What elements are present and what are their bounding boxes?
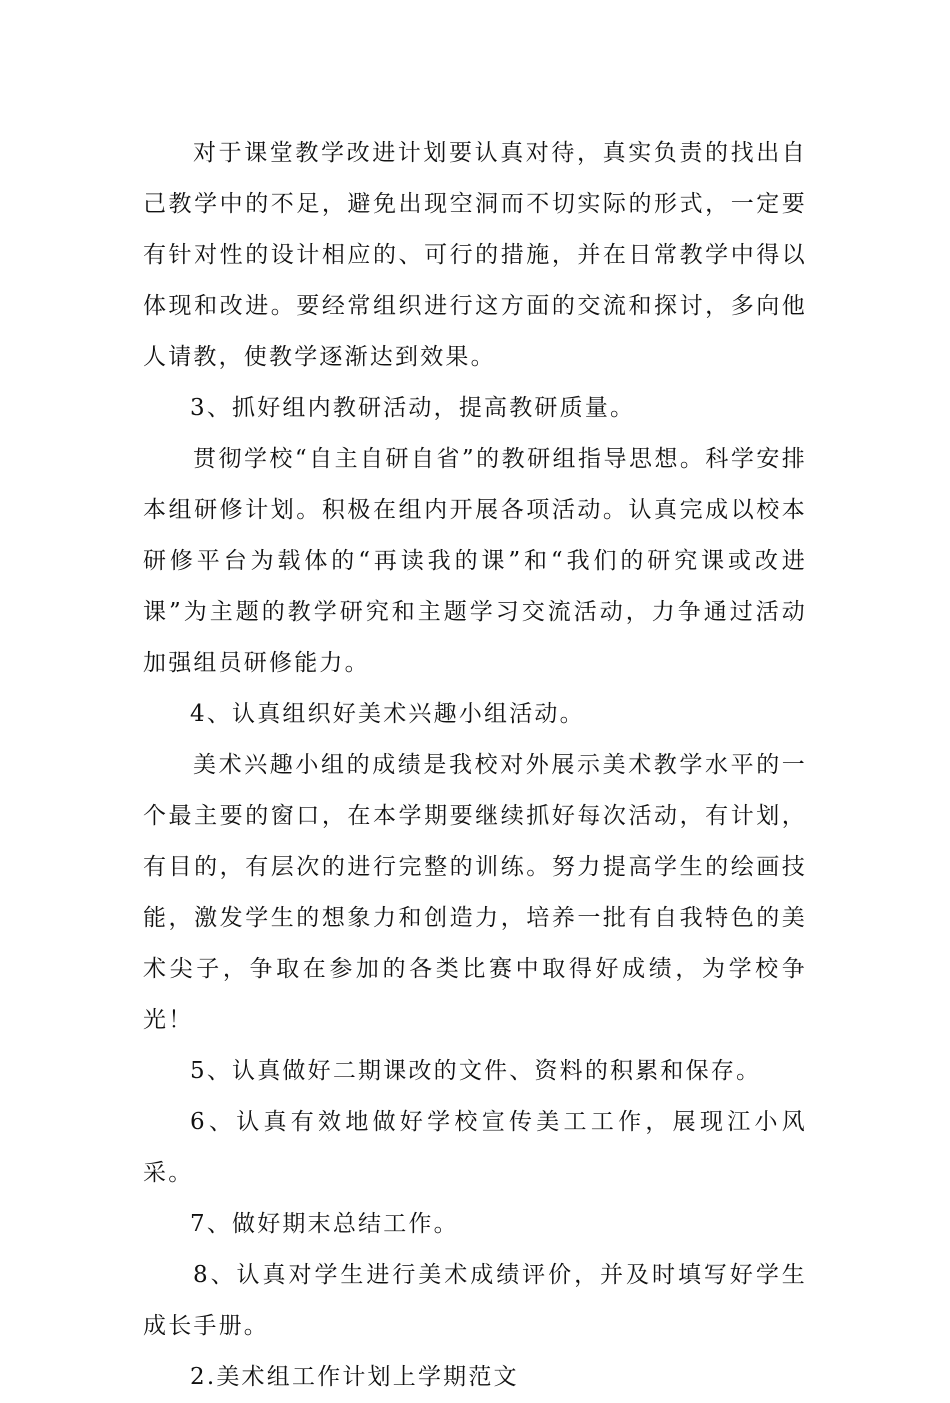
item-7-term-summary: 7、做好期末总结工作。 (190, 1211, 459, 1237)
item-5-curriculum-reform-files: 5、认真做好二期课改的文件、资料的积累和保存。 (190, 1058, 762, 1084)
section-heading: 2.美术组工作计划上学期范文 (190, 1364, 519, 1390)
paragraph-classroom-improvement: 对于课堂教学改进计划要认真对待，真实负责的找出自己教学中的不足，避免出现空洞而不切实际的形式，一定要有针对性的设计相应的、可行的措施，并在日常教学中得以体现和改进。要经常组织进行这方面的交流和探讨，多向他人请教，使教学逐渐达到效果。 (143, 140, 807, 370)
item-4-art-interest-group: 4、认真组织好美术兴趣小组活动。 (190, 701, 585, 727)
item-3-teaching-research: 3、抓好组内教研活动，提高教研质量。 (190, 395, 636, 421)
document-body (143, 128, 807, 1403)
item-6-school-publicity: 6、认真有效地做好学校宣传美工工作，展现江小风采。 (143, 1109, 807, 1186)
item-8-student-evaluation: 8、认真对学生进行美术成绩评价，并及时填写好学生成长手册。 (143, 1262, 807, 1339)
paragraph-teaching-research: 贯彻学校“自主自研自省”的教研组指导思想。科学安排本组研修计划。积极在组内开展各项活动。认真完成以校本研修平台为载体的“再读我的课”和“我们的研究课或改进课”为主题的教学研究和主题学习交流活动，力争通过活动加强组员研修能力。 (143, 446, 807, 676)
paragraph-art-interest-group: 美术兴趣小组的成绩是我校对外展示美术教学水平的一个最主要的窗口，在本学期要继续抓好每次活动，有计划，有目的，有层次的进行完整的训练。努力提高学生的绘画技能，激发学生的想象力和创造力，培养一批有自我特色的美术尖子，争取在参加的各类比赛中取得好成绩，为学校争光！ (143, 752, 807, 1033)
